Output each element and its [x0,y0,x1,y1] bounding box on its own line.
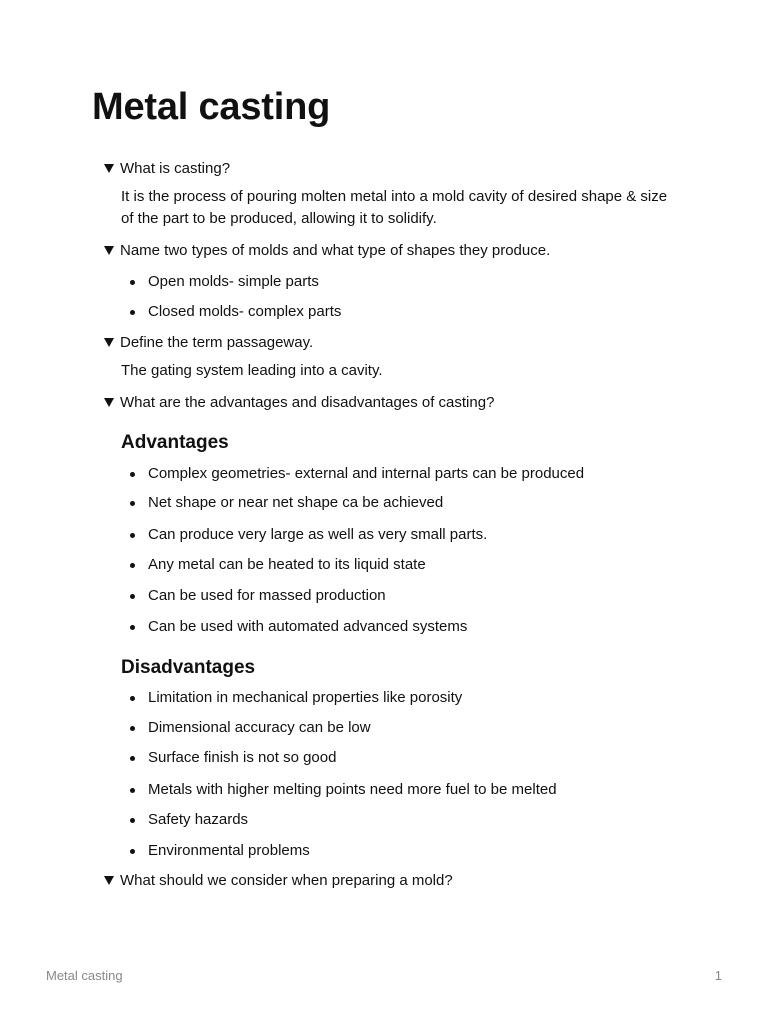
bullet-dot-icon [130,788,135,793]
bullet-dot-icon [130,625,135,630]
advantages-heading: Advantages [121,432,229,453]
bullet-dot-icon [130,533,135,538]
page-title: Metal casting [92,86,331,128]
toggle-question: What should we consider when preparing a mold? [120,872,453,889]
toggle-question: What is casting? [120,160,231,177]
toggle-question: Name two types of molds and what type of shapes they produce. [120,242,551,259]
toggle-question: Define the term passageway. [120,334,314,351]
answer-text: The gating system leading into a cavity. [121,362,383,379]
bullet-dot-icon [130,726,135,731]
toggle-triangle-icon[interactable] [104,876,114,885]
bullet-dot-icon [130,280,135,285]
answer-text: It is the process of pouring molten metal into a mold cavity of desired shape & size of the part to be produced, allowing it to solidify. [121,188,668,227]
toggle-triangle-icon[interactable] [104,164,114,173]
bullet-dot-icon [130,696,135,701]
disadvantages-heading: Disadvantages [121,657,256,678]
bullet-dot-icon [130,756,135,761]
bullet-dot-icon [130,310,135,315]
toggle-triangle-icon[interactable] [104,398,114,407]
footer-page-number: 1 [714,968,722,983]
bullet-dot-icon [130,472,135,477]
toggle-question: What are the advantages and disadvantages of casting? [120,394,495,411]
bullet-dot-icon [130,594,135,599]
footer-document-name: Metal casting [46,968,123,983]
toggle-triangle-icon[interactable] [104,338,114,347]
bullet-dot-icon [130,849,135,854]
bullet-dot-icon [130,563,135,568]
toggle-triangle-icon[interactable] [104,246,114,255]
bullet-dot-icon [130,818,135,823]
bullet-dot-icon [130,501,135,506]
